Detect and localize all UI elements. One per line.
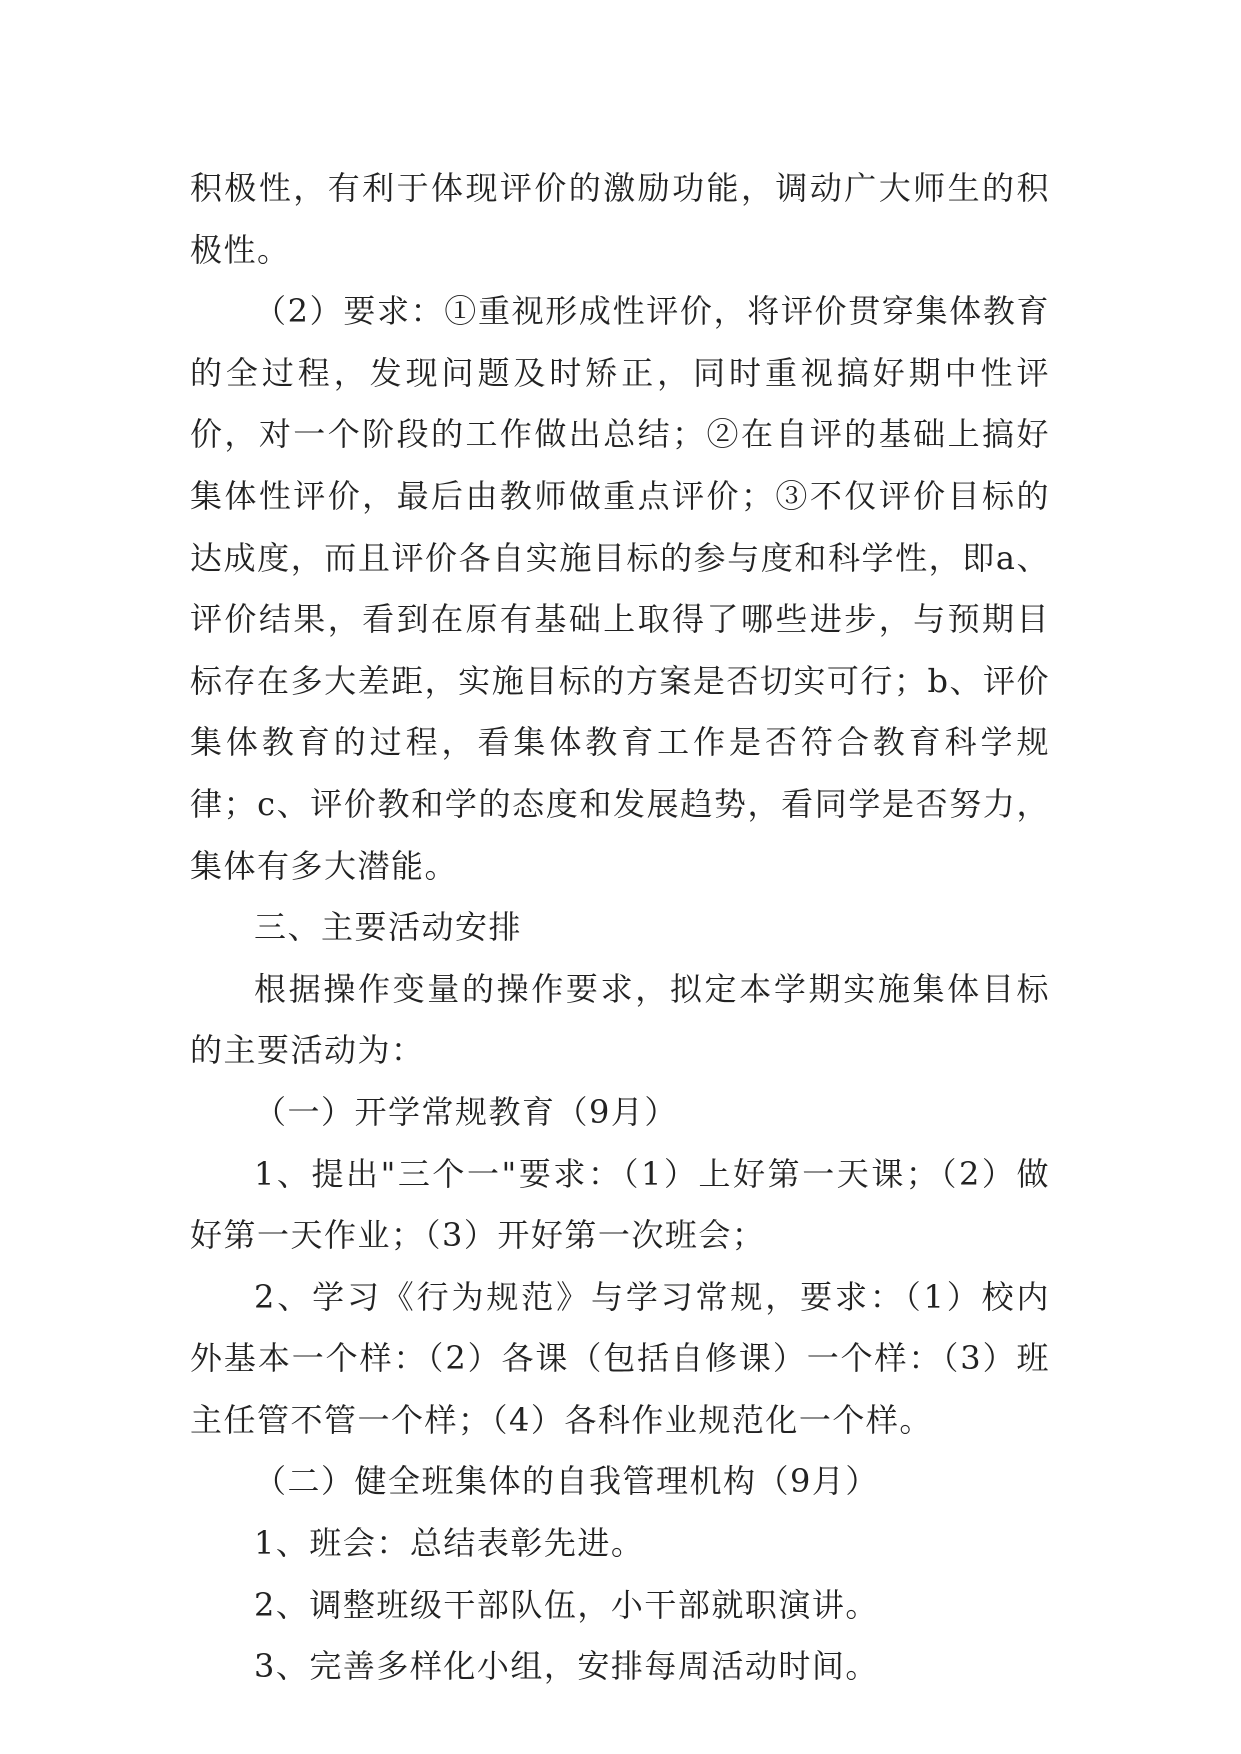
list-item: 1、提出"三个一"要求：（1）上好第一天课；（2）做好第一天作业；（3）开好第一次班会；: [190, 1154, 1050, 1255]
paragraph-activities-intro: 根据操作变量的操作要求，拟定本学期实施集体目标的主要活动为：: [190, 969, 1050, 1070]
subheading-self-management: （二）健全班集体的自我管理机构（9月）: [254, 1462, 879, 1501]
document-body: [190, 158, 1050, 1698]
subheading-opening-education: （一）开学常规教育（9月）: [254, 1092, 678, 1131]
list-item: 2、学习《行为规范》与学习常规，要求：（1）校内外基本一个样：（2）各课（包括自修课）一个样：（3）班主任管不管一个样；（4）各科作业规范化一个样。: [190, 1277, 1050, 1439]
list-item: 3、完善多样化小组，安排每周活动时间。: [254, 1647, 879, 1686]
section-heading-activities: 三、主要活动安排: [254, 908, 523, 947]
list-item: 2、调整班级干部队伍，小干部就职演讲。: [254, 1585, 879, 1624]
paragraph-continuation: 积极性，有利于体现评价的激励功能，调动广大师生的积极性。: [190, 169, 1050, 269]
paragraph-requirements: （2）要求：①重视形成性评价，将评价贯穿集体教育的全过程，发现问题及时矫正，同时重视搞好期中性评价，对一个阶段的工作做出总结；②在自评的基础上搞好集体性评价，最后由教师做重点评价；③不仅评价目标的达成度，而且评价各自实施目标的参与度和科学性，即a、评价结果，看到在原有基础上取得了哪些进步，与预期目标存在多大差距，实施目标的方案是否切实可行；b、评价集体教育的过程，看集体教育工作是否符合教育科学规律；c、评价教和学的态度和发展趋势，看同学是否努力，集体有多大潜能。: [190, 292, 1050, 885]
list-item: 1、班会：总结表彰先进。: [254, 1524, 645, 1563]
